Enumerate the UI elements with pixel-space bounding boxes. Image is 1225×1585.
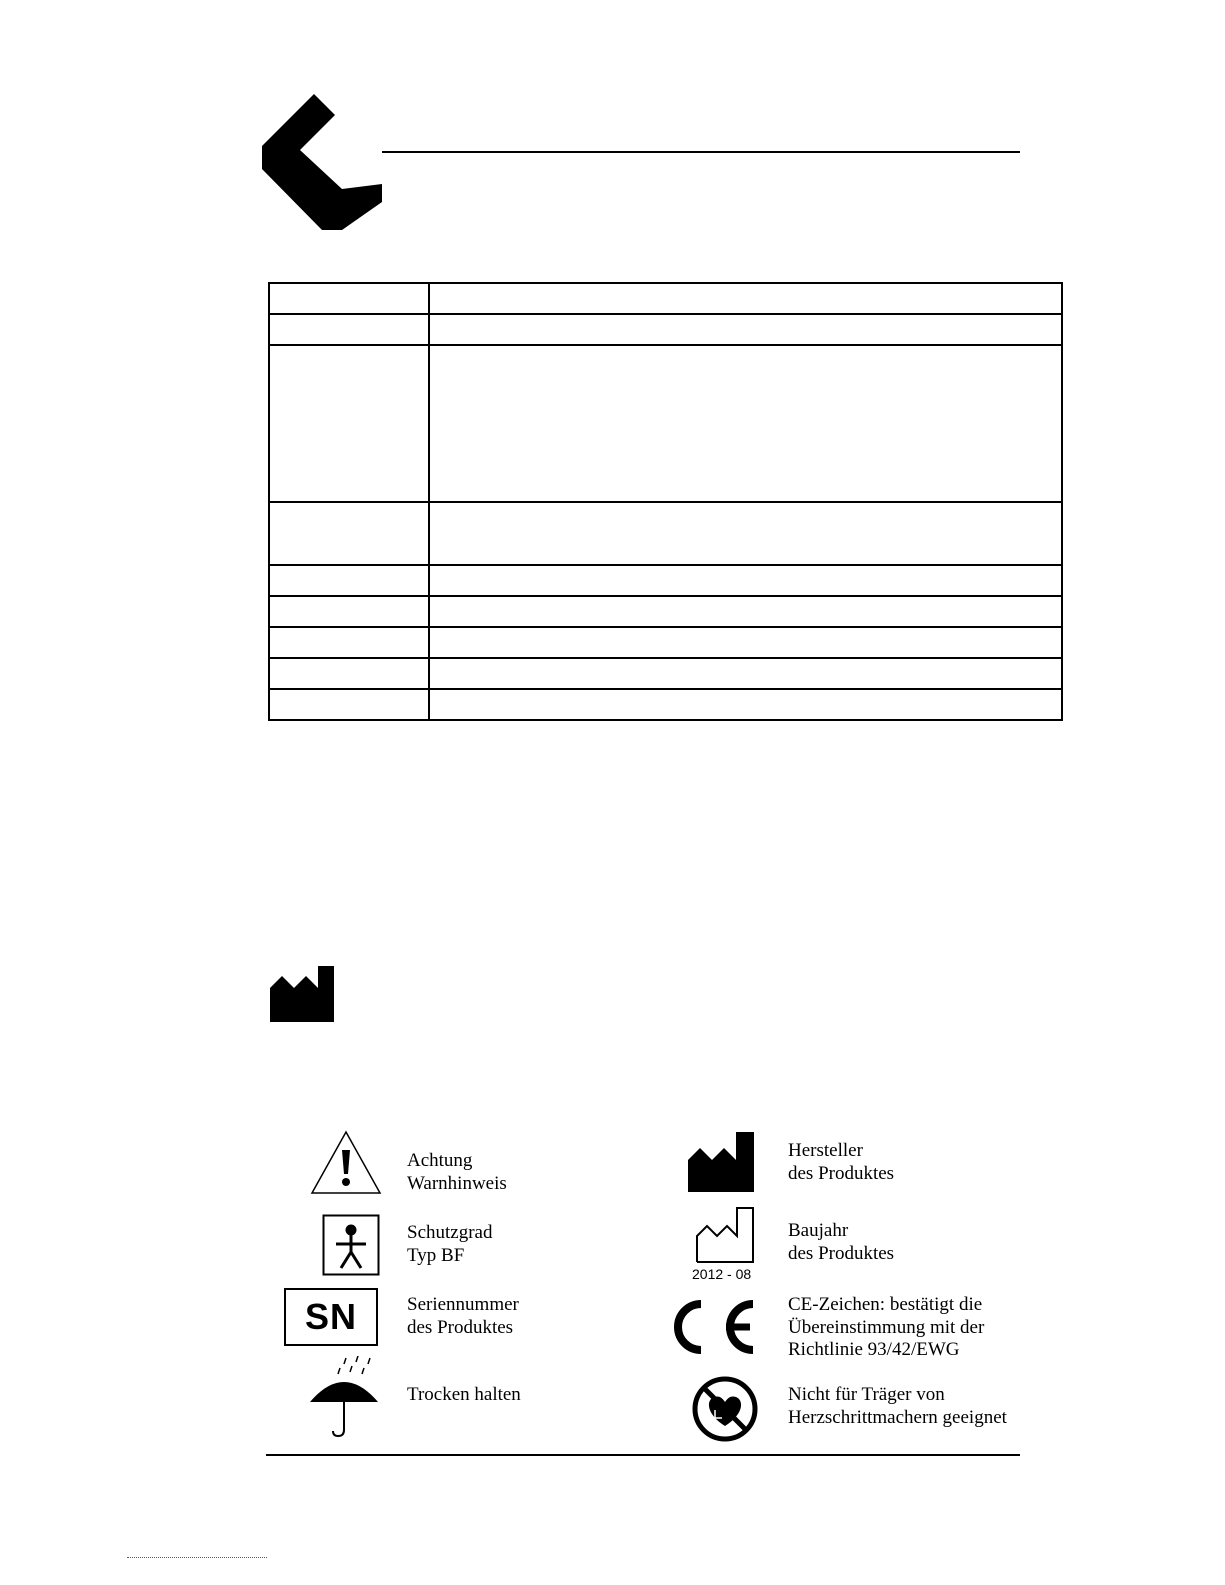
serial-label: Seriennummer des Produktes [407, 1294, 519, 1338]
pacemaker-label: Nicht für Träger von Herzschrittmachern geeignet [788, 1384, 1007, 1428]
manufacturer-factory-icon [686, 1130, 758, 1194]
spec-table [268, 282, 1063, 721]
table-row [269, 596, 1062, 627]
manufacture-date-text: 2012 - 08 [692, 1266, 752, 1282]
keep-dry-umbrella-icon [308, 1356, 380, 1438]
table-row [269, 627, 1062, 658]
footnote-separator [127, 1557, 267, 1558]
dry-label: Trocken halten [407, 1384, 521, 1405]
header-rule [382, 151, 1020, 153]
no-pacemaker-icon [692, 1376, 758, 1442]
serial-number-symbol-text: SN [304, 1296, 357, 1337]
bf-label: Schutzgrad Typ BF [407, 1222, 493, 1266]
table-row [269, 314, 1062, 345]
date-label: Baujahr des Produktes [788, 1220, 895, 1264]
table-row [269, 283, 1062, 314]
manufacturer-factory-icon [268, 964, 336, 1024]
ce-label: CE-Zeichen: bestätigt die Übereinstimmung mit der Richtlinie 93/42/EWG [788, 1294, 985, 1360]
table-row [269, 689, 1062, 720]
manufacturer-label: Hersteller des Produktes [788, 1140, 895, 1184]
table-row [269, 345, 1062, 502]
warning-triangle-icon [310, 1130, 382, 1196]
warning-label: Achtung Warnhinweis [407, 1150, 507, 1194]
type-bf-icon [322, 1214, 380, 1276]
table-row [269, 502, 1062, 565]
footer-rule [266, 1454, 1020, 1456]
table-row [269, 658, 1062, 689]
table-row [269, 565, 1062, 596]
chapter-chevron-icon [262, 94, 384, 230]
serial-number-icon [284, 1288, 378, 1346]
ce-mark-icon [656, 1296, 758, 1358]
manufacture-date-icon [694, 1206, 756, 1264]
